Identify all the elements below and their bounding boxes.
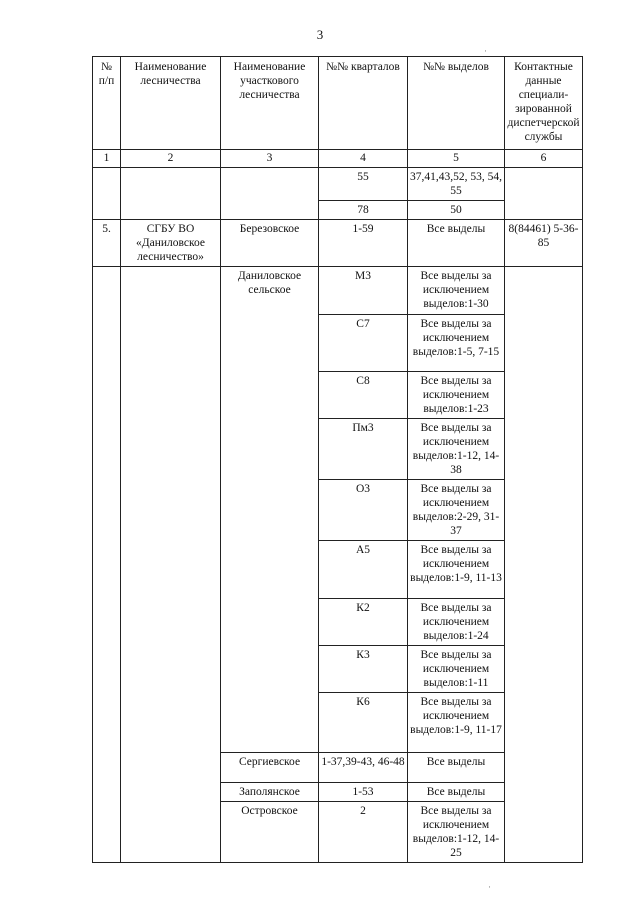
vydel-cell: Все выделы за исключением выделов:1-9, 11-13 [408,541,505,599]
vydel-cell: Все выделы за исключением выделов:1-30 [408,267,505,315]
vydel-cell: Все выделы [408,220,505,267]
vydel-cell: 37,41,43,52, 53, 54, 55 [408,168,505,201]
forestry-cell [121,168,221,220]
kvartal-cell: 2 [319,802,408,863]
kvartal-cell: С7 [319,315,408,372]
header-cell: Наименование лесничества [121,57,221,150]
kvartal-cell: 55 [319,168,408,201]
column-number-row [93,150,583,168]
column-number: 6 [505,150,583,168]
vydel-cell: Все выделы за исключением выделов:1-5, 7-15 [408,315,505,372]
district-cell [221,168,319,220]
kvartal-cell: К2 [319,599,408,646]
header-row [93,57,583,150]
district-cell: Островское [221,802,319,863]
district-cell: Березовское [221,220,319,267]
forestry-cell [121,267,221,863]
vydel-cell: Все выделы за исключением выделов:1-9, 11-17 [408,693,505,753]
table-row [93,220,583,267]
page-number: 3 [316,27,324,42]
vydel-cell: Все выделы за исключением выделов:1-12, 14-25 [408,802,505,863]
num-cell: 5. [93,220,121,267]
contact-cell [505,267,583,863]
district-cell: Заполянское [221,783,319,802]
kvartal-cell: О3 [319,480,408,541]
district-cell: Сергиевское [221,753,319,783]
scan-speck: · [484,46,487,56]
contact-cell [505,168,583,220]
column-number: 1 [93,150,121,168]
vydel-cell: Все выделы за исключением выделов:1-11 [408,646,505,693]
scan-speck: · [488,882,491,892]
vydel-cell: Все выделы [408,783,505,802]
num-cell [93,267,121,863]
contact-cell: 8(84461) 5-36-85 [505,220,583,267]
forestry-cell: СГБУ ВО «Даниловское лесничество» [121,220,221,267]
column-number: 5 [408,150,505,168]
header-cell: Контактные данные специали-зированной диспетчерской службы [505,57,583,150]
district-cell: Даниловское сельское [221,267,319,753]
vydel-cell: Все выделы за исключением выделов:2-29, 31-37 [408,480,505,541]
column-number: 2 [121,150,221,168]
column-number: 4 [319,150,408,168]
column-number: 3 [221,150,319,168]
kvartal-cell: 1-53 [319,783,408,802]
header-cell: №№ кварталов [319,57,408,150]
forestry-table [92,56,583,863]
vydel-cell: Все выделы [408,753,505,783]
kvartal-cell: 1-59 [319,220,408,267]
kvartal-cell: Пм3 [319,419,408,480]
num-cell [93,168,121,220]
table-row [93,168,583,201]
kvartal-cell: 78 [319,201,408,220]
header-cell: №№ выделов [408,57,505,150]
kvartal-cell: К3 [319,646,408,693]
vydel-cell: Все выделы за исключением выделов:1-24 [408,599,505,646]
kvartal-cell: 1-37,39-43, 46-48 [319,753,408,783]
kvartal-cell: С8 [319,372,408,419]
kvartal-cell: К6 [319,693,408,753]
vydel-cell: 50 [408,201,505,220]
header-cell: Наименование участкового лесничества [221,57,319,150]
table-row [93,267,583,315]
vydel-cell: Все выделы за исключением выделов:1-12, 14-38 [408,419,505,480]
kvartal-cell: А5 [319,541,408,599]
vydel-cell: Все выделы за исключением выделов:1-23 [408,372,505,419]
header-cell: № п/п [93,57,121,150]
kvartal-cell: М3 [319,267,408,315]
